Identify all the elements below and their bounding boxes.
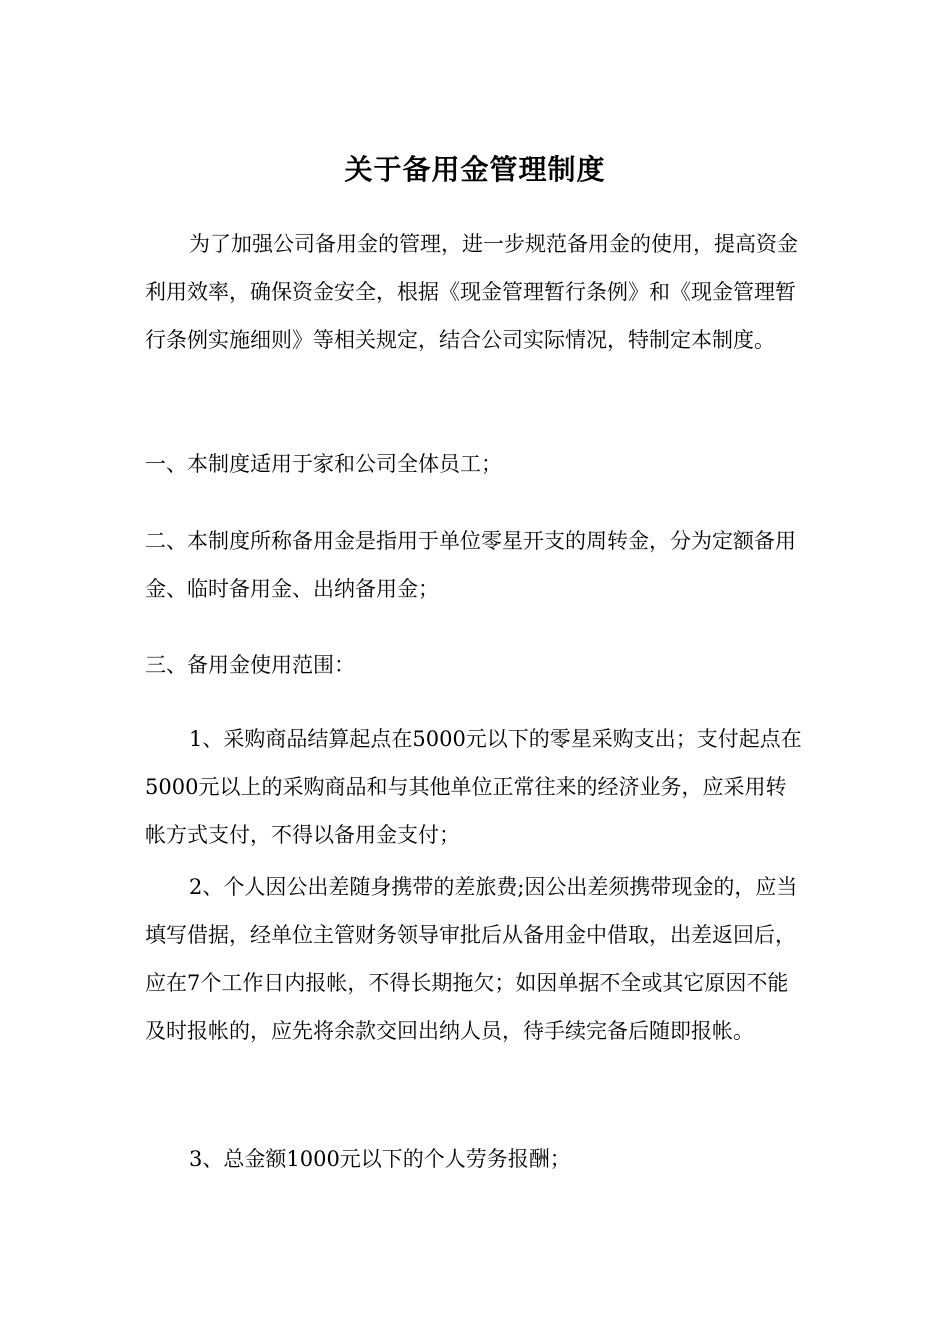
clause-3: 三、备用金使用范围： — [145, 653, 355, 677]
item-2: 2、个人因公出差随身携带的差旅费;因公出差须携带现金的，应当填写借据，经单位主管财务领导审批后从备用金中借取，出差返回后，应在7个工作日内报帐，不得长期拖欠；如因单据不全或其它原因不能及时报帐的，应先将余款交回出纳人员，待手续完备后随即报帐。 — [145, 875, 798, 1043]
item-1: 1、采购商品结算起点在5000元以下的零星采购支出；支付起点在5000元以上的采购商品和与其他单位正常往来的经济业务，应采用转帐方式支付，不得以备用金支付； — [145, 727, 802, 847]
clause-2: 二、本制度所称备用金是指用于单位零星开支的周转金，分为定额备用金、临时备用金、出纳备用金； — [145, 529, 796, 601]
clause-1: 一、本制度适用于家和公司全体员工； — [145, 452, 502, 476]
item-3: 3、总金额1000元以下的个人劳务报酬； — [189, 1147, 571, 1171]
intro-paragraph: 为了加强公司备用金的管理，进一步规范备用金的使用，提高资金利用效率，确保资金安全，根据《现金管理暂行条例》和《现金管理暂行条例实施细则》等相关规定，结合公司实际情况，特制定本制度。 — [145, 232, 798, 352]
document-title: 关于备用金管理制度 — [344, 153, 606, 186]
